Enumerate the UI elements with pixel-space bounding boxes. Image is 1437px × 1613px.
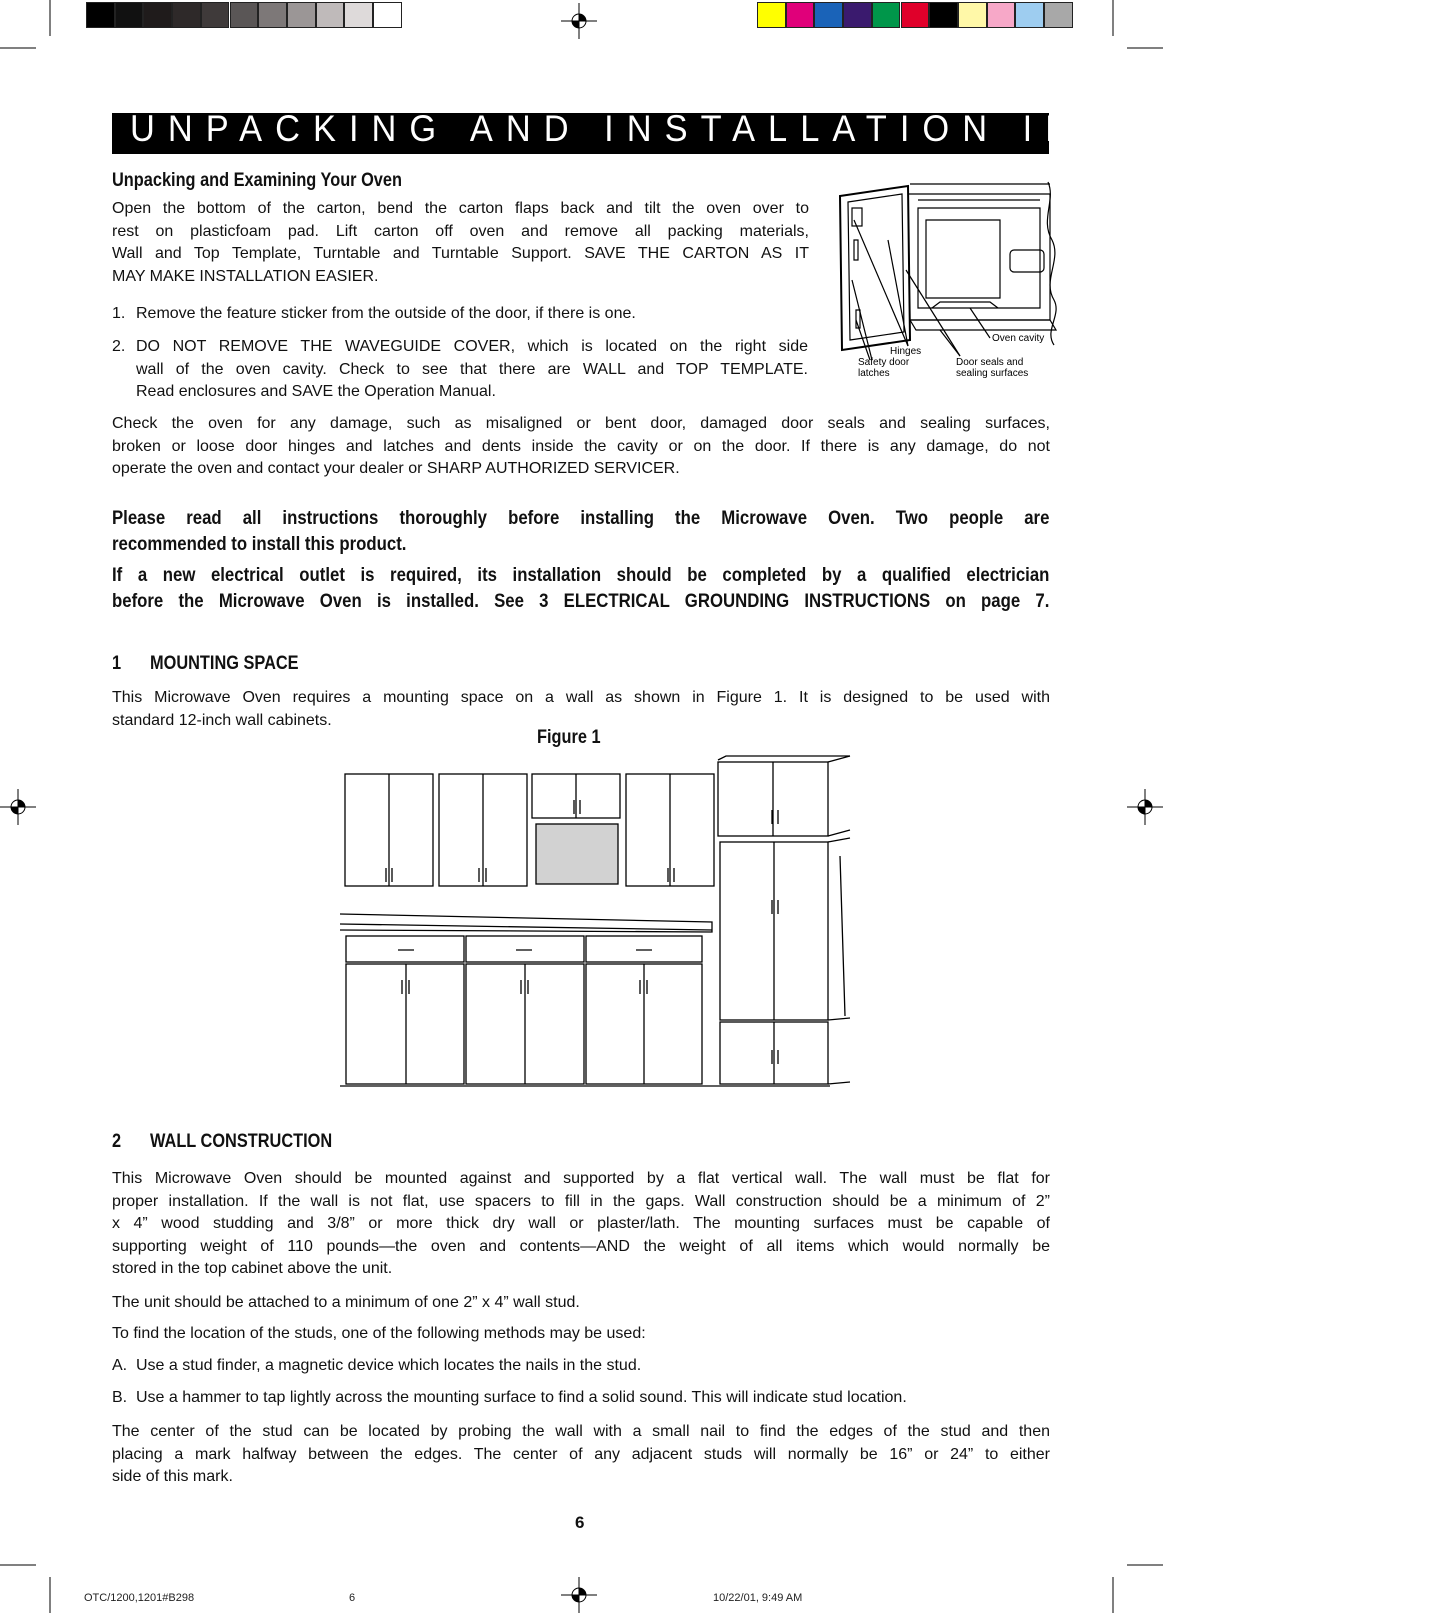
wall-construction-paragraph-1	[112, 1168, 1050, 1281]
safety-latches-label-2: latches	[858, 368, 890, 379]
electrical-outlet-notice	[112, 563, 1049, 614]
color-swatch	[814, 2, 843, 28]
method-a	[112, 1355, 1052, 1379]
text-line: MAY MAKE INSTALLATION EASIER.	[112, 267, 379, 285]
page-number: 6	[575, 1513, 585, 1532]
oven-diagram	[830, 180, 1060, 390]
color-swatch-bar	[757, 0, 1075, 30]
step-number: 1.	[112, 305, 126, 322]
mounting-space-paragraph	[112, 687, 1050, 732]
method-text: Use a hammer to tap lightly across the mounting surface to find a solid sound. This will indicate stud location.	[136, 1389, 907, 1406]
color-swatch	[843, 2, 872, 28]
read-instructions-notice	[112, 506, 1049, 557]
text-line: supporting weight of 110 pounds—the oven and contents—AND the weight of all items which would normally be	[112, 1237, 1050, 1255]
text-line: x 4” wood studding and 3/8” or more thick dry wall or plaster/lath. The mounting surfaces must be capable of	[112, 1215, 1050, 1232]
registration-mark-top	[561, 3, 597, 39]
section-1-heading: MOUNTING SPACE	[150, 653, 299, 674]
text-line: Open the bottom of the carton, bend the carton flaps back and tilt the oven over to	[112, 200, 809, 217]
color-swatch	[901, 2, 930, 28]
text-line: proper installation. If the wall is not flat, use spacers to fill in the gaps. Wall construction should be a minimum of 2”	[112, 1192, 1050, 1210]
grayscale-swatch-bar	[86, 0, 402, 30]
text-line: wall of the oven cavity. Check to see that there are WALL and TOP TEMPLATE.	[136, 360, 808, 378]
hinges-label: Hinges	[890, 346, 922, 357]
color-swatch	[958, 2, 987, 28]
door-seals-label-1: Door seals and	[956, 357, 1024, 368]
wall-construction-paragraph-2: The unit should be attached to a minimum of one 2” x 4” wall stud.	[112, 1294, 580, 1311]
color-swatch	[987, 2, 1016, 28]
text-line: Read enclosures and SAVE the Operation Manual.	[136, 383, 496, 400]
color-swatch	[344, 2, 373, 28]
registration-mark-right	[1127, 789, 1163, 825]
text-line: before the Microwave Oven is installed. See 3 ELECTRICAL GROUNDING INSTRUCTIONS on page 7.	[112, 589, 1050, 612]
color-swatch	[201, 2, 230, 28]
text-line: This Microwave Oven requires a mounting space on a wall as shown in Figure 1. It is designed to be used with	[112, 689, 1050, 706]
step-number: 2.	[112, 338, 126, 355]
text-line: recommended to install this product.	[112, 532, 407, 555]
method-b	[112, 1387, 1052, 1411]
color-swatch	[929, 2, 958, 28]
method-letter: B.	[112, 1389, 128, 1406]
unpacking-heading: Unpacking and Examining Your Oven	[112, 170, 402, 191]
section-2-heading: WALL CONSTRUCTION	[150, 1131, 333, 1152]
text-line: If a new electrical outlet is required, its installation should be completed by a qualified electrician	[112, 564, 1050, 586]
safety-latches-label-1: Safety door	[858, 357, 910, 368]
wall-construction-paragraph-3: To find the location of the studs, one of the following methods may be used:	[112, 1325, 646, 1342]
method-letter: A.	[112, 1357, 128, 1374]
color-swatch	[373, 2, 402, 28]
text-line: Wall and Top Template, Turntable and Turntable Support. SAVE THE CARTON AS IT	[112, 245, 809, 262]
text-line: The center of the stud can be located by probing the wall with a small nail to find the edges of the stud and then	[112, 1423, 1050, 1440]
color-swatch	[287, 2, 316, 28]
text-line: standard 12-inch wall cabinets.	[112, 711, 332, 729]
registration-mark-bottom	[561, 1577, 597, 1613]
wall-construction-paragraph-4	[112, 1421, 1050, 1489]
door-seals-label-2: sealing surfaces	[956, 368, 1029, 379]
footer-page: 6	[349, 1592, 356, 1604]
text-line: side of this mark.	[112, 1468, 233, 1485]
color-swatch	[872, 2, 901, 28]
step-1	[112, 303, 812, 327]
text-line: This Microwave Oven should be mounted against and supported by a flat vertical wall. The wall must be flat for	[112, 1170, 1050, 1187]
registration-mark-left	[0, 789, 36, 825]
step-text: Remove the feature sticker from the outside of the door, if there is one.	[136, 305, 636, 322]
step-2	[112, 336, 812, 406]
damage-check-paragraph	[112, 413, 1050, 481]
page-title: UNPACKING AND INSTALLATION INSTRUCTIONS	[130, 108, 1437, 149]
section-1-number: 1	[112, 653, 122, 674]
color-swatch	[316, 2, 345, 28]
unpacking-intro	[112, 198, 809, 288]
color-swatch	[757, 2, 786, 28]
color-swatch	[172, 2, 201, 28]
color-swatch	[143, 2, 172, 28]
oven-cavity-label: Oven cavity	[992, 333, 1045, 344]
footer-timestamp: 10/22/01, 9:49 AM	[713, 1592, 803, 1604]
text-line: broken or loose door hinges and latches and dents inside the cavity or on the door. If there is any damage, do not	[112, 437, 1050, 455]
method-text: Use a stud finder, a magnetic device which locates the nails in the stud.	[136, 1357, 642, 1374]
text-line: stored in the top cabinet above the unit.	[112, 1260, 393, 1277]
color-swatch	[86, 2, 115, 28]
text-line: DO NOT REMOVE THE WAVEGUIDE COVER, which is located on the right side	[136, 338, 808, 355]
color-swatch	[258, 2, 287, 28]
text-line: placing a mark halfway between the edges. The center of any adjacent studs will normally be 16” or 24” to either	[112, 1445, 1050, 1463]
footer-file-id: OTC/1200,1201#B298	[84, 1592, 195, 1604]
color-swatch	[786, 2, 815, 28]
text-line: Please read all instructions thoroughly before installing the Microwave Oven. Two people are	[112, 507, 1050, 529]
color-swatch	[115, 2, 144, 28]
figure-1-cabinets	[340, 760, 850, 1100]
color-swatch	[1015, 2, 1044, 28]
section-2-number: 2	[112, 1131, 122, 1152]
text-line: rest on plasticfoam pad. Lift carton off oven and remove all packing materials,	[112, 222, 809, 240]
color-swatch	[1044, 2, 1073, 28]
text-line: Check the oven for any damage, such as misaligned or bent door, damaged door seals and sealing surfaces,	[112, 415, 1050, 432]
text-line: operate the oven and contact your dealer or SHARP AUTHORIZED SERVICER.	[112, 460, 680, 477]
color-swatch	[230, 2, 259, 28]
figure-1-caption: Figure 1	[537, 727, 601, 748]
